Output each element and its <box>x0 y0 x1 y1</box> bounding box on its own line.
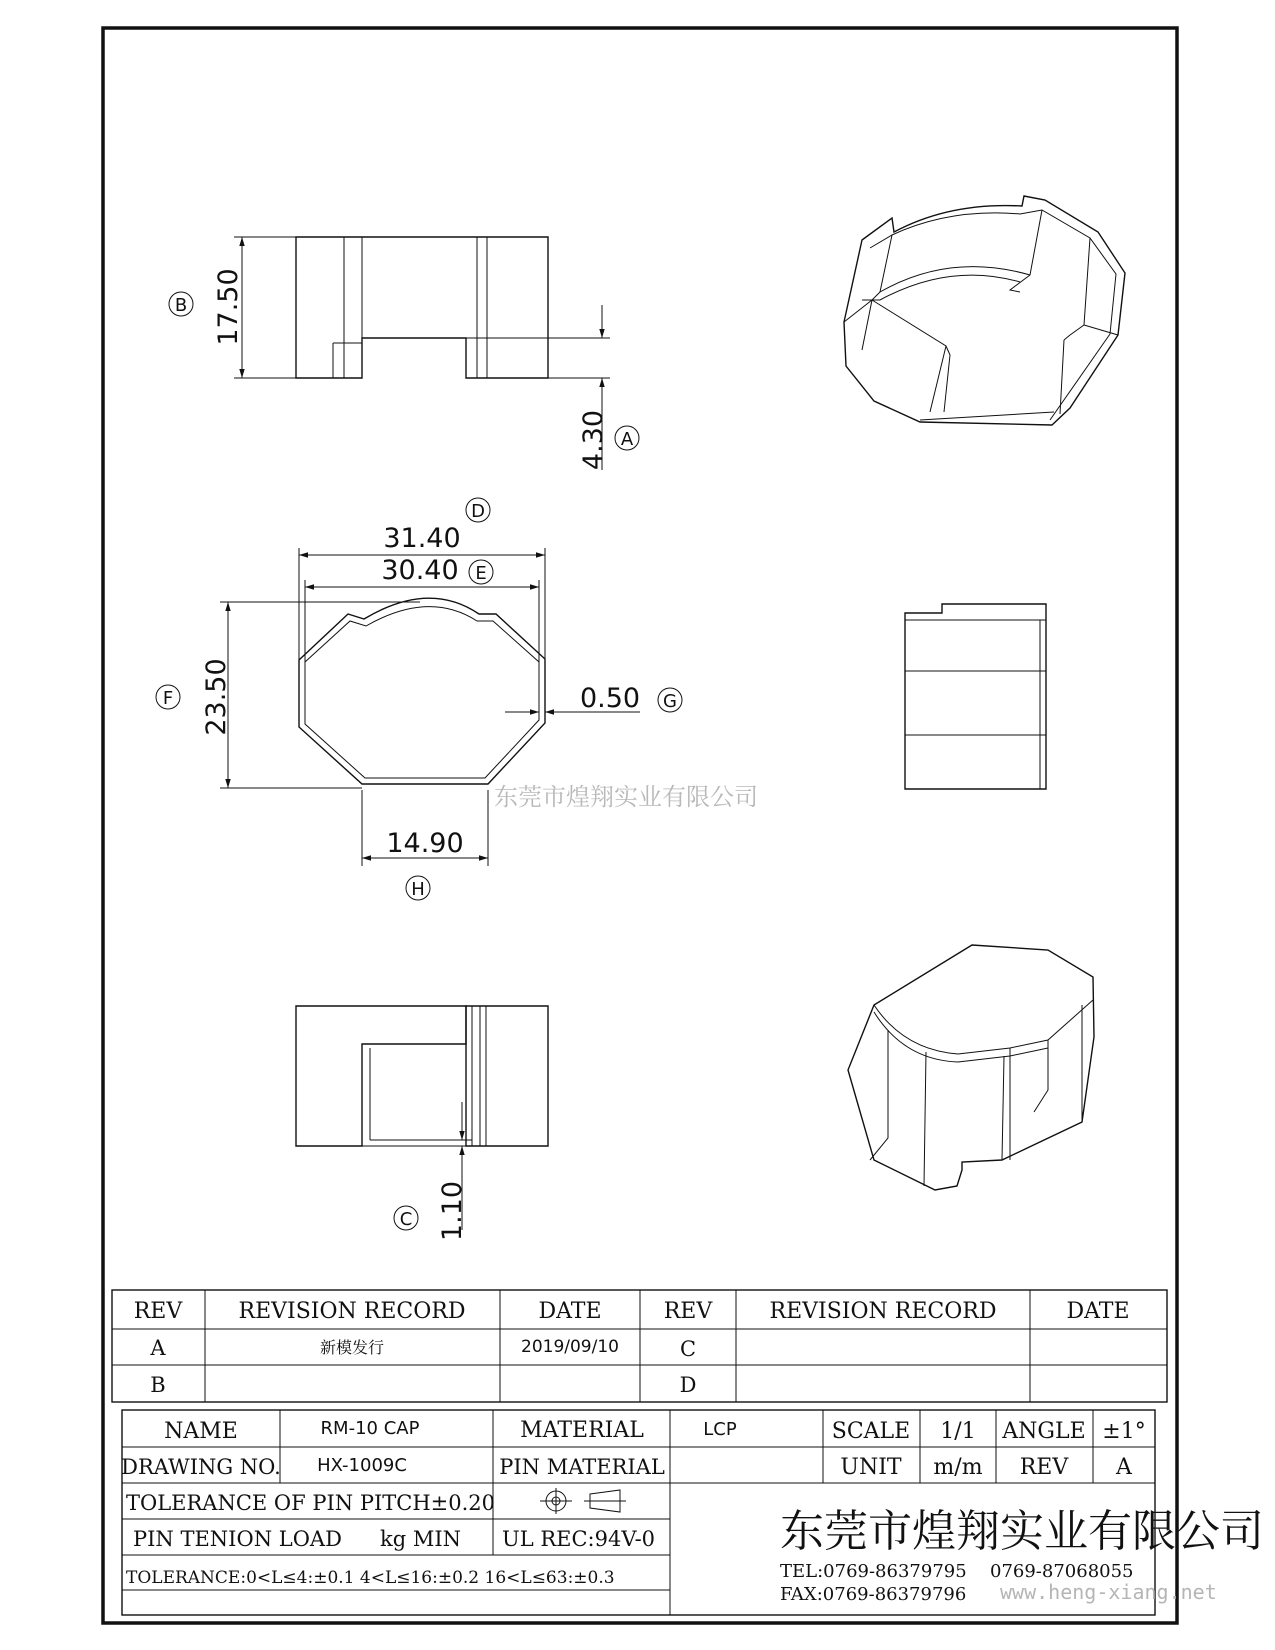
material-value: LCP <box>703 1419 737 1440</box>
callout-label-a: A <box>620 429 634 450</box>
pin-tension-label: PIN TENION LOAD <box>133 1527 342 1551</box>
top-view <box>156 498 682 900</box>
record-header-right: REVISION RECORD <box>769 1299 997 1324</box>
angle-value: ±1° <box>1102 1419 1146 1444</box>
iso-view-closed <box>848 945 1094 1190</box>
scale-value: 1/1 <box>940 1419 976 1444</box>
company-name: 东莞市煌翔实业有限公司 <box>780 1506 1264 1557</box>
rev-label: REV <box>1019 1455 1069 1480</box>
unit-label: UNIT <box>840 1455 902 1480</box>
name-label: NAME <box>164 1419 238 1444</box>
name-value: RM-10 CAP <box>320 1418 420 1439</box>
rev-value: A <box>1116 1455 1132 1480</box>
watermark-company: 东莞市煌翔实业有限公司 <box>494 783 758 811</box>
ul-rec: UL REC:94V-0 <box>502 1527 656 1551</box>
pin-tension-unit: kg MIN <box>380 1527 462 1551</box>
rev-cell: C <box>679 1337 697 1361</box>
tolerance-general: TOLERANCE:0<L≤4:±0.1 4<L≤16:±0.2 16<L≤63:±0.3 <box>126 1568 615 1588</box>
front-view <box>169 237 639 470</box>
callout-label-b: B <box>174 295 188 316</box>
material-label: MATERIAL <box>520 1418 644 1443</box>
drawing-no-label: DRAWING NO. <box>121 1455 281 1479</box>
dim-value-e: 30.40 <box>381 555 459 586</box>
dim-value-a: 4.30 <box>578 409 609 471</box>
date-header-left: DATE <box>538 1299 602 1324</box>
rev-header-right: REV <box>663 1299 713 1324</box>
dim-value-b: 17.50 <box>213 268 244 346</box>
callout-label-e: E <box>475 563 487 584</box>
record-header-left: REVISION RECORD <box>238 1299 466 1324</box>
revision-table <box>112 1290 1167 1402</box>
scale-label: SCALE <box>831 1419 911 1444</box>
callout-label-d: D <box>471 501 485 522</box>
company-tel: TEL:0769-86379795 <box>780 1561 967 1582</box>
rev-cell: A <box>150 1336 166 1360</box>
dim-value-f: 23.50 <box>201 658 232 736</box>
callout-label-f: F <box>162 688 174 709</box>
date-cell: 2019/09/10 <box>521 1337 619 1357</box>
callout-label-c: C <box>399 1209 413 1230</box>
bottom-view <box>296 1006 548 1241</box>
callout-label-h: H <box>411 879 425 900</box>
drawing-no-value: HX-1009C <box>317 1455 407 1476</box>
pin-material-label: PIN MATERIAL <box>499 1455 665 1479</box>
callout-label-g: G <box>663 691 677 712</box>
record-cell: 新模发行 <box>319 1338 385 1357</box>
projection-symbol-icon <box>540 1488 626 1514</box>
rev-cell: D <box>679 1373 697 1397</box>
rev-cell: B <box>150 1373 166 1397</box>
tolerance-pitch: TOLERANCE OF PIN PITCH±0.20 <box>126 1491 496 1515</box>
iso-view-open <box>844 196 1125 425</box>
company-tel-2: 0769-87068055 <box>990 1561 1134 1582</box>
dim-value-c: 1.10 <box>437 1180 468 1242</box>
dim-value-g: 0.50 <box>579 683 641 714</box>
dim-value-h: 14.90 <box>386 828 464 859</box>
date-header-right: DATE <box>1066 1299 1130 1324</box>
angle-label: ANGLE <box>1002 1419 1086 1444</box>
unit-value: m/m <box>933 1455 983 1480</box>
watermark-url: www.heng-xiang.net <box>1000 1580 1217 1604</box>
company-fax: FAX:0769-86379796 <box>780 1584 967 1605</box>
side-view <box>905 604 1046 789</box>
rev-header-left: REV <box>133 1299 183 1324</box>
dim-value-d: 31.40 <box>383 523 461 554</box>
